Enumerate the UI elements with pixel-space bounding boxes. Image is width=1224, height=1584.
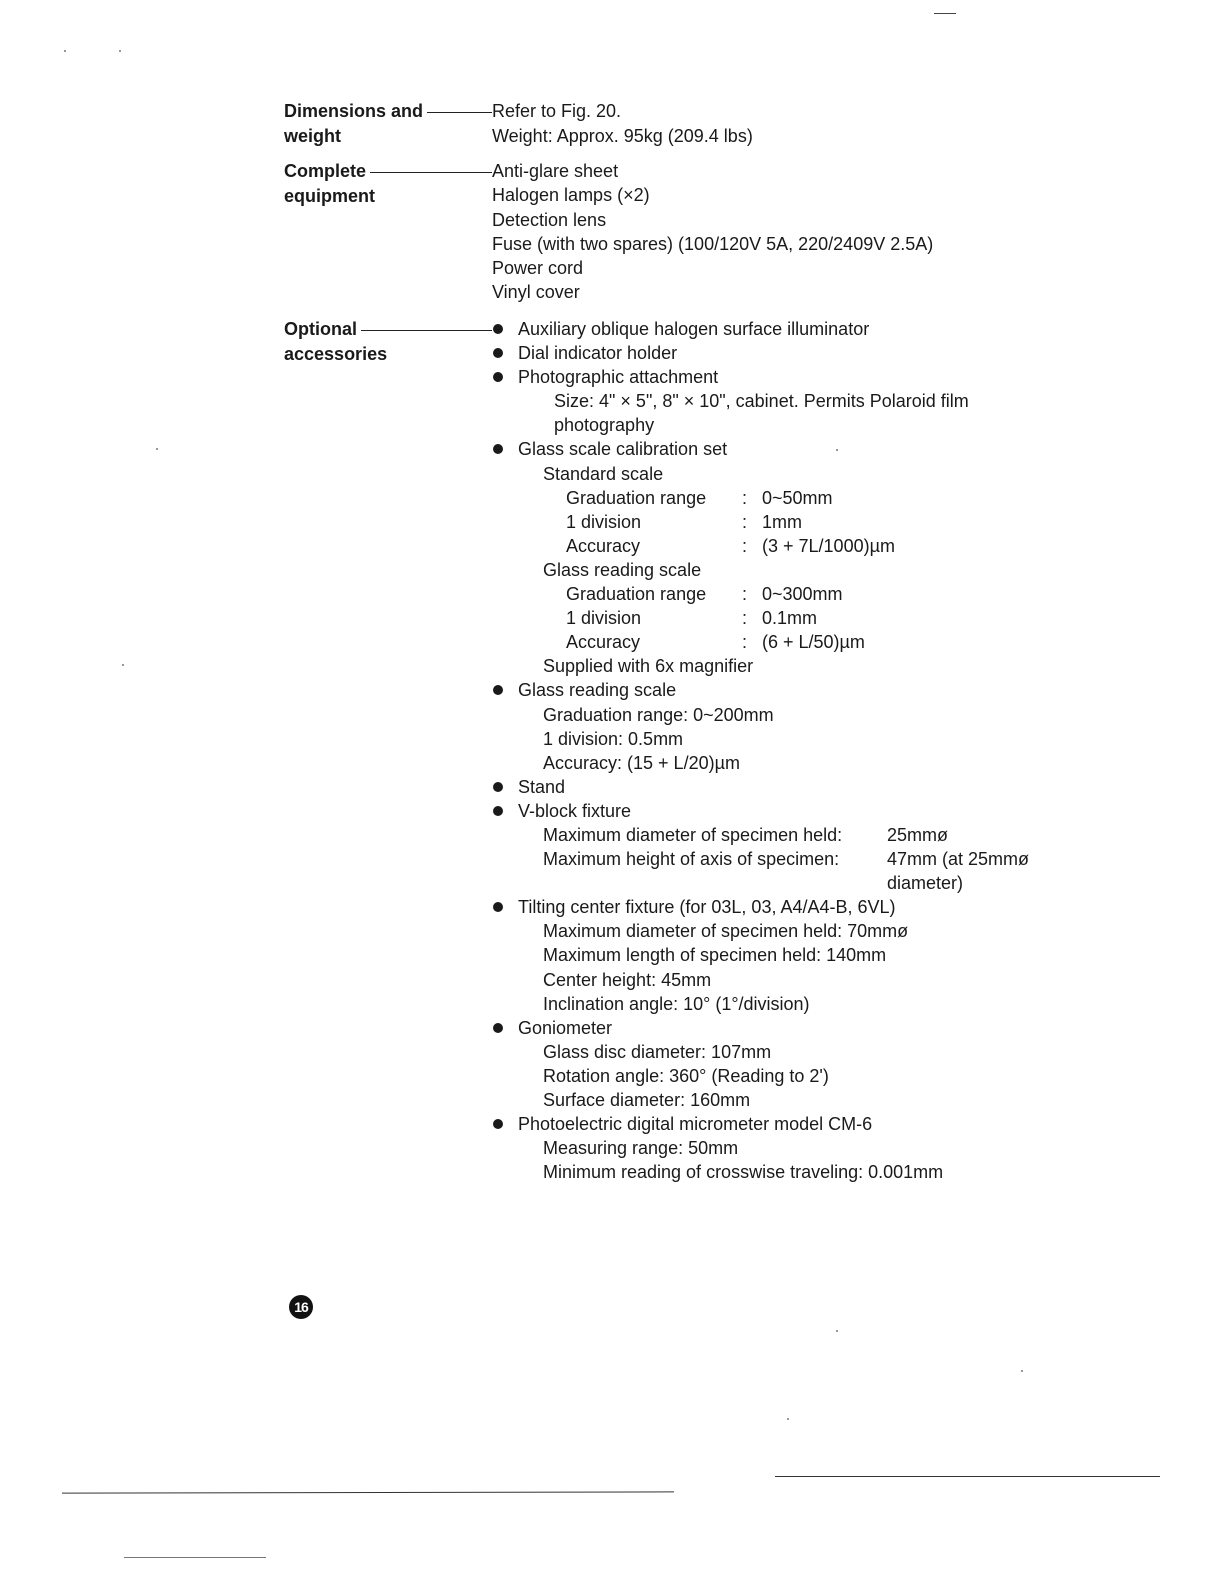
dimensions-values [492,99,1192,149]
page-number: 16 [289,1295,313,1319]
spec-colon: : [742,511,748,532]
item-title: Auxiliary oblique halogen surface illuminator [518,319,870,339]
bottom-rule-right [775,1476,1160,1477]
equipment-item: Vinyl cover [492,282,580,303]
list-item [492,1016,1192,1040]
spec-colon: : [742,632,748,653]
item-detail: Measuring range: 50mm [543,1138,739,1159]
accessories-label-line1: Optional [284,319,357,339]
item-title: Dial indicator holder [518,343,678,364]
equipment-item: Anti-glare sheet [492,161,619,181]
speck [836,449,838,451]
list-item [492,678,1192,702]
speck [787,1418,789,1420]
list-item [492,775,1192,799]
spec-value: 47mm (at 25mmø [887,849,1030,870]
bullet-icon [493,324,503,334]
spec-key: 1 division [566,608,642,629]
spec-value: (3 + 7L/1000)µm [762,535,895,556]
item-title: Glass reading scale [518,680,677,701]
list-item [492,799,1192,823]
item-detail: photography [554,415,655,436]
bottom-rule-left [62,1491,674,1493]
spec-key: Accuracy [566,632,641,653]
list-item [492,341,1192,365]
spec-colon: : [742,608,748,629]
dimensions-value: Refer to Fig. 20. [492,101,622,121]
item-title: Tilting center fixture (for 03L, 03, A4/A4-B, 6VL) [518,897,896,918]
bullet-icon [493,902,503,912]
bullet-icon [493,1119,503,1129]
spec-value: diameter) [887,873,964,894]
item-title: Glass scale calibration set [518,439,728,460]
leader-line [427,112,492,113]
spec-colon: : [742,535,748,556]
spec-key: Accuracy [566,535,641,556]
item-title: Photographic attachment [518,367,719,388]
item-title: V-block fixture [518,800,632,821]
spec-row [492,823,1192,847]
bullet-icon [493,348,503,358]
dimensions-label-line2: weight [284,126,341,146]
spec-row [492,486,1192,510]
item-detail: Graduation range: 0~200mm [543,704,774,725]
list-item [492,365,1192,389]
item-detail: 1 division: 0.5mm [543,728,684,749]
spec-row [492,582,1192,606]
item-detail: Size: 4" × 5", 8" × 10", cabinet. Permits Polaroid film [554,391,969,412]
bullet-icon [493,1023,503,1033]
spec-value: (6 + L/50)µm [762,632,865,653]
spec-value: 0~50mm [762,487,833,508]
leader-line [361,330,492,331]
spec-key: Graduation range [566,584,707,605]
speck [836,1330,838,1332]
spec-row [492,871,1192,895]
item-title: Goniometer [518,1017,613,1038]
item-detail: Supplied with 6x magnifier [543,656,754,677]
spec-row [492,534,1192,558]
list-item [492,317,1192,341]
spec-key: Maximum height of axis of specimen: [543,849,840,870]
item-detail: Inclination angle: 10° (1°/division) [543,993,810,1014]
speck [119,50,121,52]
spec-value: 0~300mm [762,584,843,605]
bullet-icon [493,444,503,454]
subheading: Standard scale [543,463,664,484]
bullet-icon [493,782,503,792]
equipment-item: Detection lens [492,209,607,230]
leader-line [370,172,492,173]
spec-key: Maximum diameter of specimen held: [543,824,843,845]
speck [1021,1370,1023,1372]
bullet-icon [493,372,503,382]
spec-key: 1 division [566,511,642,532]
spec-value: 0.1mm [762,608,818,629]
equipment-label-line1: Complete [284,161,367,181]
spec-row [492,606,1192,630]
equipment-item: Halogen lamps (×2) [492,185,650,206]
accessories-label-line2: accessories [284,344,388,364]
accessories-list [492,317,1192,1184]
item-detail: Maximum diameter of specimen held: 70mmø [543,921,909,942]
top-mark [934,13,956,14]
equipment-label-line2: equipment [284,186,376,206]
list-item [492,1112,1192,1136]
subheading: Glass reading scale [543,559,702,580]
spec-colon: : [742,584,748,605]
spec-row [492,630,1192,654]
item-detail: Maximum length of specimen held: 140mm [543,945,887,966]
spec-row [492,510,1192,534]
dimensions-label [284,99,492,149]
equipment-label [284,159,492,209]
spec-colon: : [742,487,748,508]
equipment-item: Fuse (with two spares) (100/120V 5A, 220/2409V 2.5A) [492,233,934,254]
dimensions-label-line1: Dimensions and [284,101,424,121]
item-detail: Center height: 45mm [543,969,712,990]
item-title: Stand [518,776,566,797]
equipment-item: Power cord [492,258,584,279]
spec-key-empty [543,871,887,895]
speck [64,50,66,52]
bullet-icon [493,806,503,816]
item-detail: Rotation angle: 360° (Reading to 2') [543,1065,829,1086]
item-detail: Accuracy: (15 + L/20)µm [543,752,740,773]
item-detail: Minimum reading of crosswise traveling: 0.001mm [543,1162,944,1183]
bottom-rule-blue [124,1557,266,1558]
accessories-label [284,317,492,367]
item-title: Photoelectric digital micrometer model CM-6 [518,1114,873,1135]
spec-row [492,847,1192,871]
dimensions-value: Weight: Approx. 95kg (209.4 lbs) [492,126,753,146]
spec-value: 1mm [762,511,802,532]
list-item [492,895,1192,919]
bullet-icon [493,685,503,695]
speck [122,664,124,666]
spec-key: Graduation range [566,487,707,508]
list-item [492,437,1192,461]
item-detail: Surface diameter: 160mm [543,1090,751,1110]
equipment-values [492,159,1192,305]
item-detail: Glass disc diameter: 107mm [543,1041,772,1062]
speck [156,448,158,450]
spec-value: 25mmø [887,824,949,845]
